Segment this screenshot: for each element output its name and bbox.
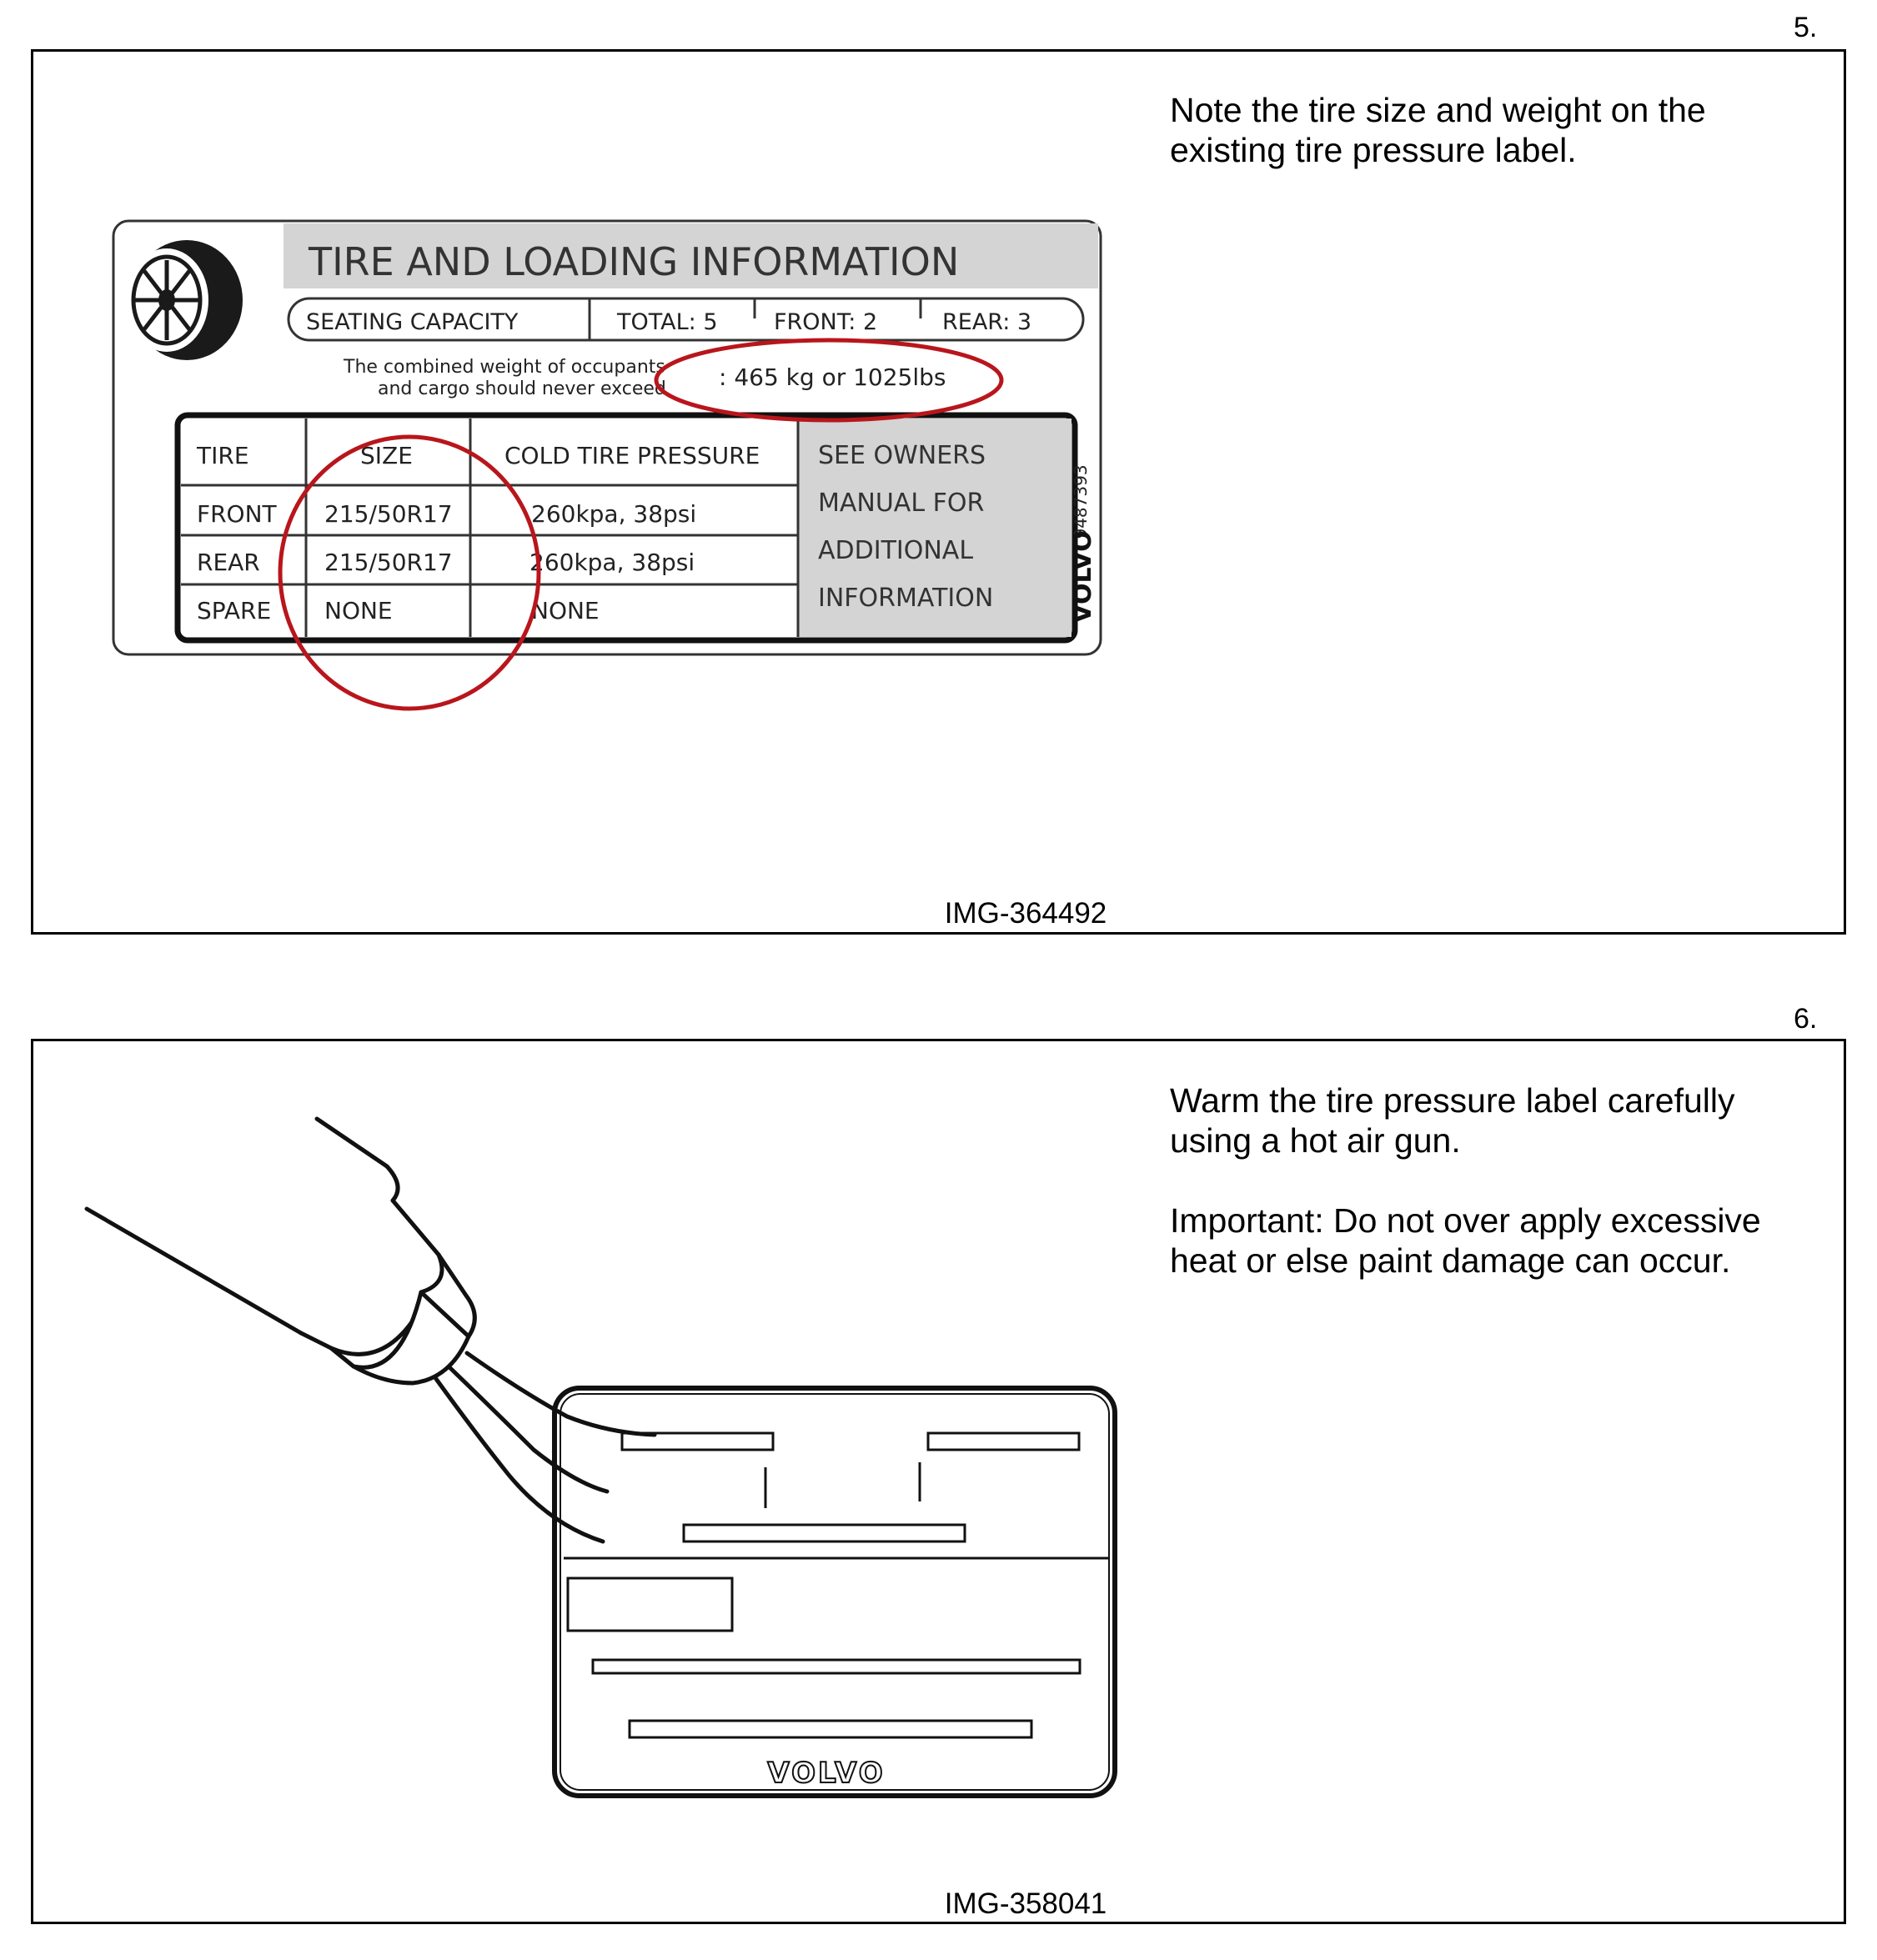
- owners-note-line1: SEE OWNERS: [818, 441, 986, 470]
- row-front-size: 215/50R17: [324, 500, 453, 528]
- row-spare-size: NONE: [324, 597, 393, 624]
- row-spare-pressure: NONE: [531, 597, 600, 624]
- row-rear-tire: REAR: [197, 549, 260, 576]
- tire-label-illustration: [33, 52, 1134, 769]
- sticker-brand: VOLVO: [767, 1757, 886, 1790]
- step-5-number: 5.: [1794, 12, 1818, 43]
- tire-icon: [125, 240, 243, 360]
- label-sticker-outline: [555, 1388, 1115, 1796]
- seating-capacity-label: SEATING CAPACITY: [306, 309, 519, 335]
- seating-rear: REAR: 3: [942, 309, 1032, 335]
- seating-front: FRONT: 2: [774, 309, 878, 335]
- step-6-number: 6.: [1794, 1003, 1818, 1035]
- row-front-pressure: 260kpa, 38psi: [531, 500, 697, 528]
- step-6-warning-text: Important: Do not over apply excessive heat or else paint damage can occur.: [1170, 1201, 1761, 1280]
- combined-weight-line2: and cargo should never exceed: [378, 378, 666, 399]
- row-spare-tire: SPARE: [197, 597, 272, 624]
- step-5-instruction-text: Note the tire size and weight on the existing tire pressure label.: [1170, 91, 1706, 169]
- step-6-image-id: IMG-358041: [944, 1887, 1107, 1920]
- combined-weight-line1: The combined weight of occupants: [344, 357, 665, 378]
- owners-note-line4: INFORMATION: [818, 584, 994, 613]
- combined-weight-value: : 465 kg or 1025lbs: [719, 363, 946, 391]
- header-tire: TIRE: [197, 442, 249, 469]
- row-rear-size: 215/50R17: [324, 549, 453, 576]
- seating-total: TOTAL: 5: [617, 309, 718, 335]
- tire-label-title: TIRE AND LOADING INFORMATION: [309, 239, 960, 284]
- label-brand: VOLVO: [1068, 530, 1097, 624]
- step-5-instructions: [1170, 90, 1804, 210]
- label-part-number: 9487393: [1071, 464, 1091, 539]
- row-front-tire: FRONT: [197, 500, 277, 528]
- step-6-instructions: [1170, 1080, 1804, 1321]
- hot-air-gun-icon: [87, 1119, 655, 1541]
- hot-air-gun-illustration: [33, 1041, 1201, 1875]
- step-5-image-id: IMG-364492: [944, 897, 1107, 930]
- owners-note-line2: MANUAL FOR: [818, 489, 985, 518]
- header-size: SIZE: [360, 442, 413, 469]
- owners-note-line3: ADDITIONAL: [818, 536, 974, 565]
- row-rear-pressure: 260kpa, 38psi: [529, 549, 695, 576]
- step-6-instruction-text: Warm the tire pressure label carefully using a hot air gun.: [1170, 1081, 1735, 1160]
- header-cold-tire-pressure: COLD TIRE PRESSURE: [504, 442, 760, 469]
